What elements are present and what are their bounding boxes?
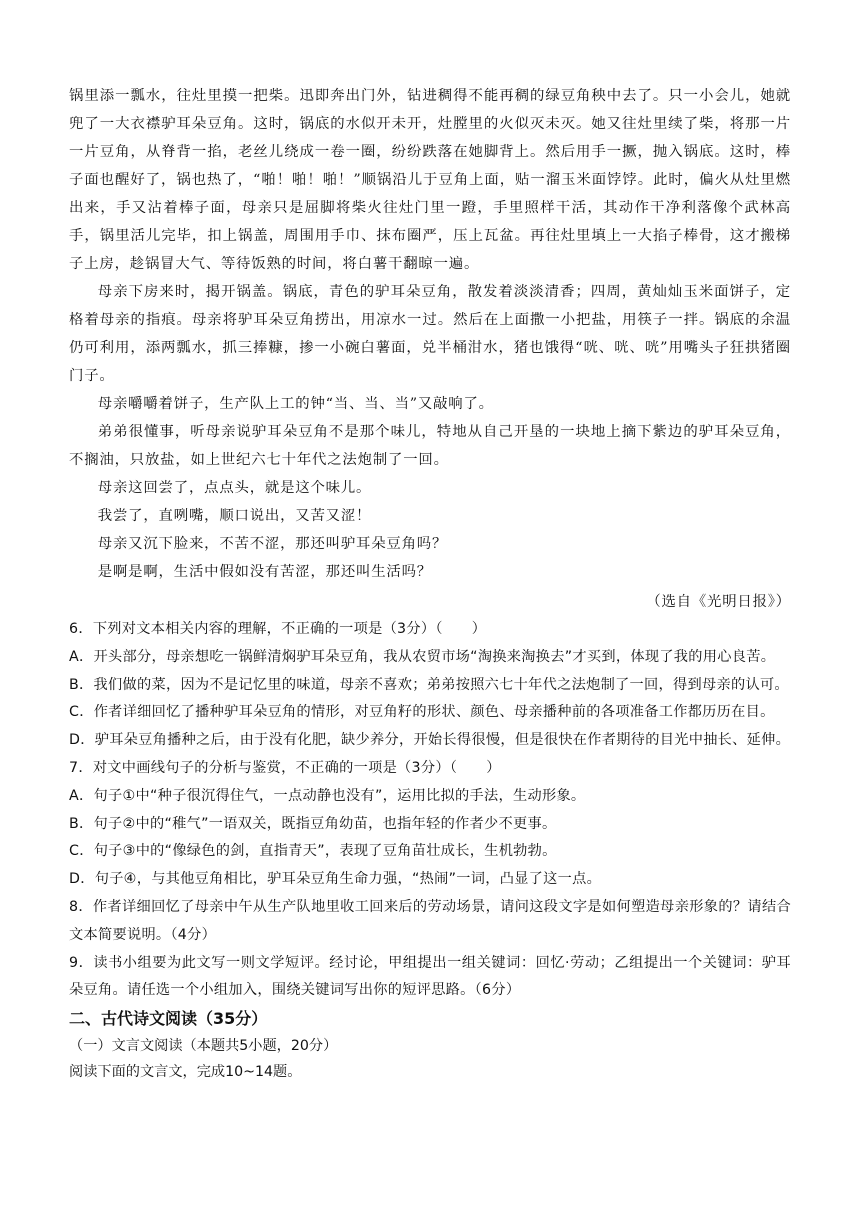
question-8: 8．作者详细回忆了母亲中午从生产队地里收工回来后的劳动场景，请问这段文字是如何塑造母亲形象的？请结合文本简要说明。（4分）: [69, 898, 791, 943]
section-instruction: 阅读下面的文言文，完成10~14题。: [69, 1064, 302, 1081]
passage-paragraph-5: 母亲这回尝了，点点头，就是这个味儿。: [97, 480, 372, 496]
passage-paragraph-2: 母亲下房来时，揭开锅盖。锅底，青色的驴耳朵豆角，散发着淡淡清香；四周，黄灿灿玉米面饼子，定格着母亲的指痕。母亲将驴耳朵豆角捞出，用凉水一过。然后在上面撒一小把盐，用筷子一拌。锅底的余温仍可利用，添两瓢水，抓三捧糠，掺一小碗白薯面，兑半桶泔水，猪也饿得“咣、咣、咣”用嘴头子狂拱猪圈门子。: [69, 284, 791, 384]
question-9: 9．读书小组要为此文写一则文学短评。经讨论，甲组提出一组关键词：回忆·劳动；乙组提出一个关键词：驴耳朵豆角。请任选一个小组加入，围绕关键词写出你的短评思路。（6分）: [69, 954, 791, 999]
passage: [69, 82, 791, 586]
question-6-option-c: C．作者详细回忆了播种驴耳朵豆角的情形，对豆角籽的形状、颜色、母亲播种前的各项准备工作都历历在目。: [69, 704, 775, 721]
section-title: 二、古代诗文阅读（35分）: [69, 1009, 268, 1029]
passage-paragraph-3: 母亲嚼嚼着饼子，生产队上工的钟“当、当、当”又敲响了。: [97, 396, 494, 412]
question-6-option-b: B．我们做的菜，因为不是记忆里的味道，母亲不喜欢；弟弟按照六七十年代之法炮制了一回，得到母亲的认可。: [69, 676, 789, 693]
question-7-option-c: C．句子③中的“像绿色的剑，直指青天”，表现了豆角苗壮成长，生机勃勃。: [69, 843, 557, 860]
passage-paragraph-7: 母亲又沉下脸来，不苦不涩，那还叫驴耳朵豆角吗？: [97, 536, 448, 552]
question-7-stem: 7．对文中画线句子的分析与鉴赏，不正确的一项是（3分）（ ）: [69, 759, 501, 776]
passage-paragraph-6: 我尝了，直咧嘴，顺口说出，又苦又涩！: [97, 508, 372, 524]
question-7-option-d: D．句子④，与其他豆角相比，驴耳朵豆角生命力强，“热闹”一词，凸显了这一点。: [69, 871, 602, 888]
passage-paragraph-1: 锅里添一瓢水，往灶里摸一把柴。迅即奔出门外，钻进稠得不能再稠的绿豆角秧中去了。只一小会儿，她就兜了一大衣襟驴耳朵豆角。这时，锅底的水似开未开，灶膛里的火似灭未灭。她又往灶里续了柴，将那一片一片豆角，从脊背一掐，老丝儿绕成一卷一圈，纷纷跌落在她脚背上。然后用手一撅，抛入锅底。这时，棒子面也醒好了，锅也热了，“啪！啪！啪！”顺锅沿儿于豆角上面，贴一溜玉米面饽饽。此时，偏火从灶里燃出来，手又沾着棒子面，母亲只是屈脚将柴火往灶门里一蹬，手里照样干活，其动作干净利落像个武林高手，锅里活儿完毕，扣上锅盖，周围用手巾、抹布圈严，压上瓦盆。再往灶里填上一大掐子棒骨，这才搬梯子上房，趁锅冒大气、等待饭熟的时间，将白薯干翻晾一遍。: [69, 88, 791, 272]
passage-source: （选自《光明日报》）: [646, 594, 791, 610]
question-7-option-b: B．句子②中的“稚气”一语双关，既指豆角幼苗，也指年轻的作者少不更事。: [69, 815, 557, 832]
questions: [69, 616, 791, 1005]
question-6-option-d: D．驴耳朵豆角播种之后，由于没有化肥，缺少养分，开始长得很慢，但是很快在作者期待的目光中抽长、延伸。: [69, 732, 791, 749]
question-7-option-a: A．句子①中“种子很沉得住气，一点动静也没有”，运用比拟的手法，生动形象。: [69, 787, 586, 804]
passage-paragraph-8: 是啊是啊，生活中假如没有苦涩，那还叫生活吗？: [97, 564, 432, 580]
section-subtitle: （一）文言文阅读（本题共5小题，20分）: [69, 1038, 338, 1055]
document-page: [69, 82, 791, 1085]
question-6-stem: 6．下列对文本相关内容的理解，不正确的一项是（3分）（ ）: [69, 621, 487, 637]
question-6-option-a: A．开头部分，母亲想吃一锅鲜清焖驴耳朵豆角，我从农贸市场“淘换来淘换去”才买到，体现了我的用心良苦。: [69, 648, 776, 665]
passage-paragraph-4: 弟弟很懂事，听母亲说驴耳朵豆角不是那个味儿，特地从自己开垦的一块地上摘下紫边的驴耳朵豆角，不搁油，只放盐，如上世纪六七十年代之法炮制了一回。: [69, 424, 791, 468]
